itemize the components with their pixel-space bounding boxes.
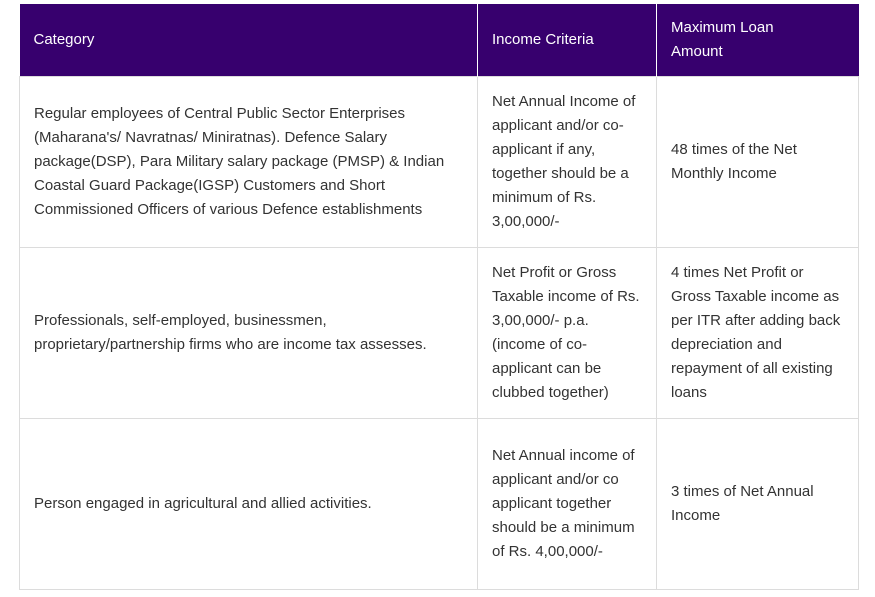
income-criteria-cell: Net Annual Income of applicant and/or co-applicant if any, together should be a minimum of Rs. 3,00,000/- — [478, 77, 657, 248]
max-loan-cell: 3 times of Net Annual Income — [657, 419, 859, 590]
max-loan-cell: 48 times of the Net Monthly Income — [657, 77, 859, 248]
table-row — [20, 419, 859, 590]
table-header-row — [20, 4, 859, 77]
max-loan-cell: 4 times Net Profit or Gross Taxable income as per ITR after adding back depreciation and repayment of all existing loans — [657, 248, 859, 419]
table-row — [20, 77, 859, 248]
header-maximum-loan-line-1: Maximum Loan — [671, 19, 774, 36]
header-income-criteria: Income Criteria — [478, 4, 657, 77]
header-maximum-loan-amount — [657, 4, 859, 77]
header-maximum-loan-line-2: Amount — [671, 43, 723, 60]
income-criteria-cell: Net Profit or Gross Taxable income of Rs. 3,00,000/- p.a. (income of co-applicant can be clubbed together) — [478, 248, 657, 419]
table-row — [20, 248, 859, 419]
header-category: Category — [20, 4, 478, 77]
category-cell: Professionals, self-employed, businessmen, proprietary/partnership firms who are income tax assesses. — [20, 248, 478, 419]
category-cell: Person engaged in agricultural and allied activities. — [20, 419, 478, 590]
category-cell: Regular employees of Central Public Sector Enterprises (Maharana's/ Navratnas/ Miniratnas). Defence Salary package(DSP), Para Military salary package (PMSP) & Indian Coastal Guard Package(IGSP) Customers and Short Commissioned Officers of various Defence establishments — [20, 77, 478, 248]
income-criteria-cell: Net Annual income of applicant and/or co applicant together should be a minimum of Rs. 4,00,000/- — [478, 419, 657, 590]
loan-eligibility-table — [19, 4, 859, 590]
